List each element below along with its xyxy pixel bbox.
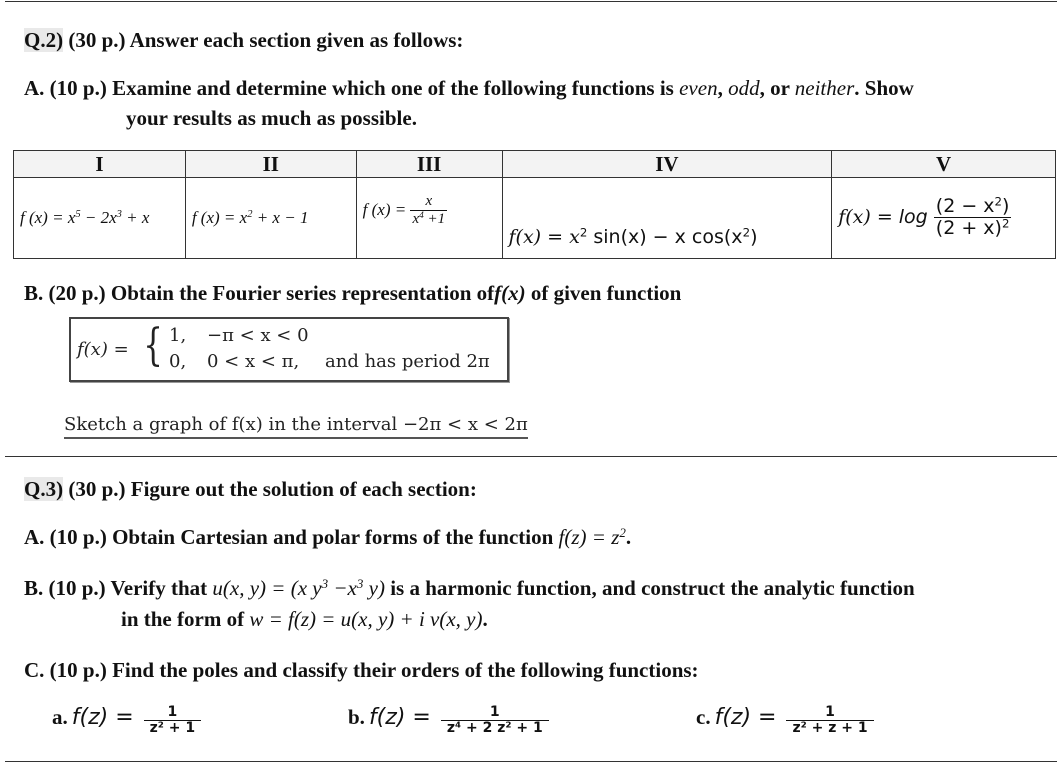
piecewise-brace: { — [143, 320, 163, 371]
word-odd: odd — [728, 76, 760, 100]
piece-row-2-condition: 0 < x < π, — [207, 351, 300, 372]
pole-function-b: b. f(z) = $\frac{1}{\text{z⁴ + 2 z² + 1}}$ — [348, 705, 549, 736]
q2-a-text: A. (10 p.) Examine and determine which one of the following functions is even, odd, or neither. Show — [24, 76, 914, 100]
function-2: f $(x) = x^2 + x - 1$ — [185, 178, 356, 259]
fz-expression: $f(z) = z^2$ — [558, 524, 626, 549]
pole-function-c: c. f(z) = $\frac{1}{\text{z² + z + 1}}$ — [696, 705, 874, 736]
q2-b-text: B. (20 p.) Obtain the Fourier series representation off(x) of given function — [24, 281, 682, 305]
q3-heading — [24, 477, 477, 502]
header-2: II — [185, 151, 356, 178]
piece-row-1-condition: −π < x < 0 — [207, 325, 309, 346]
fx-symbol: f(x) — [494, 281, 526, 305]
function-1: f $(x) = x^5 - 2x^3 + x$ — [14, 178, 186, 259]
functions-table — [13, 150, 1056, 259]
bottom-rule — [5, 761, 1057, 762]
q2-heading — [24, 28, 463, 53]
piecewise-function-box — [69, 317, 509, 382]
table-header-row — [14, 151, 1056, 178]
header-5: V — [832, 151, 1056, 178]
q3-label: Q.3) — [24, 477, 64, 501]
piecewise-lhs: f(x) = — [77, 339, 129, 360]
q3-b-line2: in the form of w = f(z) = u(x, y) + i v(x, y). — [121, 607, 488, 631]
q3-c-title: C. (10 p.) Find the poles and classify their orders of the following functions: — [24, 658, 699, 682]
header-1: I — [14, 151, 186, 178]
section-divider — [5, 456, 1057, 457]
q3-b-text: B. (10 p.) Verify that u(x, y) = (x $y^3 -x^3$ y) is a harmonic function, and construct the analytic function — [24, 575, 915, 600]
w-expression: w = f(z) = u(x, y) + i v(x, y) — [249, 607, 483, 631]
header-4: IV — [502, 151, 832, 178]
word-neither: neither — [794, 76, 855, 100]
sketch-instruction: Sketch a graph of f(x) in the interval −2π < x < 2π — [64, 414, 528, 439]
function-4: $f(x) = x^2$ sin(x) − x $\cos(x^2)$ — [502, 178, 832, 259]
header-3: III — [356, 151, 502, 178]
function-3: f (x) = $\frac{x}{x^4 +1}$ — [356, 178, 502, 259]
q3-a-text: A. (10 p.) Obtain Cartesian and polar forms of the function $f(z) = z^2$. — [24, 524, 632, 549]
q2-label: Q.2) — [24, 28, 64, 52]
pole-function-a: a. f(z) = $\frac{1}{\text{z² + 1}}$ — [52, 705, 201, 736]
table-row — [14, 178, 1056, 259]
q2-a-line2: your results as much as possible. — [126, 106, 417, 130]
q2-title: (30 p.) Answer each section given as follows: — [68, 28, 464, 52]
top-rule — [5, 1, 1057, 2]
period-text: and has period 2π — [325, 351, 490, 372]
piece-row-1-value: 1, — [169, 325, 187, 346]
function-5: f(x) = log $\frac{(2 - x^2)}{(2 + x)^2}$ — [832, 178, 1056, 259]
q3-title: (30 p.) Figure out the solution of each section: — [68, 477, 477, 501]
piece-row-2-value: 0, — [169, 351, 187, 372]
word-even: even — [679, 76, 718, 100]
u-expression: u(x, y) = (x $y^3 -x^3$ y) — [212, 575, 385, 600]
